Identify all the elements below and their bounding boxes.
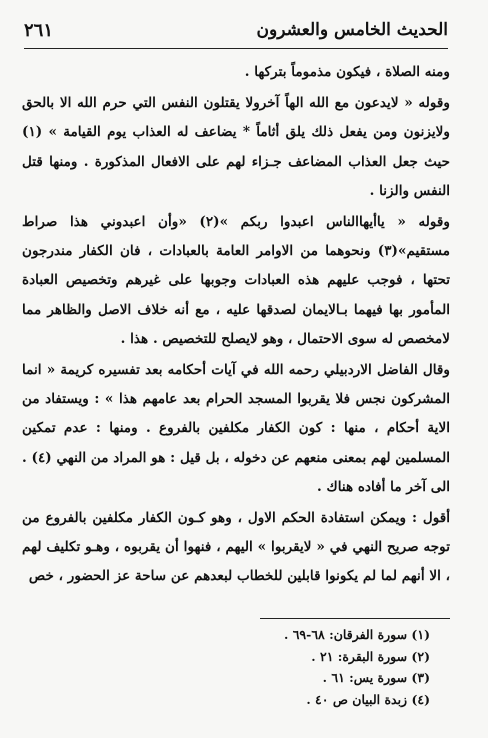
page-header (24, 12, 448, 49)
paragraph: أقول : ويمكن استفادة الحكم الاول ، وهو كـون الكفار مكلفين بالفروع من توجه صريح النهي في « لايقربوا » اليهم ، فنهوا أن يقربوه ، وهـو تكليف لهم ، الا أنهم لما لم يكونوا قابلين للخطاب لبعدهم عن ساحة عز الحضور ، خص (22, 510, 450, 585)
running-title: الحديث الخامس والعشرون (256, 20, 448, 40)
footnote: (١) سورة الفرقان: ٦٨-٦٩ . (283, 627, 430, 642)
page-number: ٢٦١ (24, 19, 54, 41)
paragraph: وقوله « لايدعون مع الله الهاً آخرولا يقتلون النفس التي حرم الله الا بالحق ولايزنون ومن يفعل ذلك يلق أثاماً * يضاعف له العذاب يوم القيامة » (١) حيث جعل العذاب المضاعف جـزاء لهم على الافعال المذكورة . ومنها قتل النفس والزنا . (22, 95, 450, 199)
footnote: (٤) زبدة البيان ص ٤٠ . (306, 691, 430, 707)
paragraph: وقوله « ياأيهاالناس اعبدوا ربكم »(٢) «وأن اعبدوني هذا صراط مستقيم»(٣) ونحوهما من الاوامر العامة بالعبادات ، فان الكفار مندرجون تحتها ، فوجب عليهم هذه العبادات وجوبها على غيرهم وتخصيص العبادة المأمور بها فيهما بـالايمان لصدقها عليه ، مع أنه خلاف الاصل والظاهر مما لامخصص له سوى الاحتمال ، وهو لايصلح للتخصيص . هذا . (22, 214, 450, 347)
footnote: (٣) سورة يس: ٦١ . (322, 670, 430, 685)
paragraph: وقال الفاضل الاردبيلي رحمه الله في آيات أحكامه بعد تفسيره كريمة « انما المشركون نجس فلا يقربوا المسجد الحرام بعد عامهم هذا » : ويستفاد من الاية أحكام ، منها : كون الكفار مكلفين بالفروع . ومنها : عدم تمكين المسلمين لهم بمعنى منعهم عن دخوله ، بل قيل : هو المراد من النهي (٤) . الى آخر ما أفاده هناك . (22, 362, 450, 495)
footnote-separator (260, 618, 450, 619)
paragraph: ومنه الصلاة ، فيكون مذموماً بتركها . (244, 64, 450, 80)
footnotes (130, 624, 430, 710)
footnote: (٢) سورة البقرة: ٢١ . (311, 648, 430, 664)
main-text (22, 58, 450, 592)
